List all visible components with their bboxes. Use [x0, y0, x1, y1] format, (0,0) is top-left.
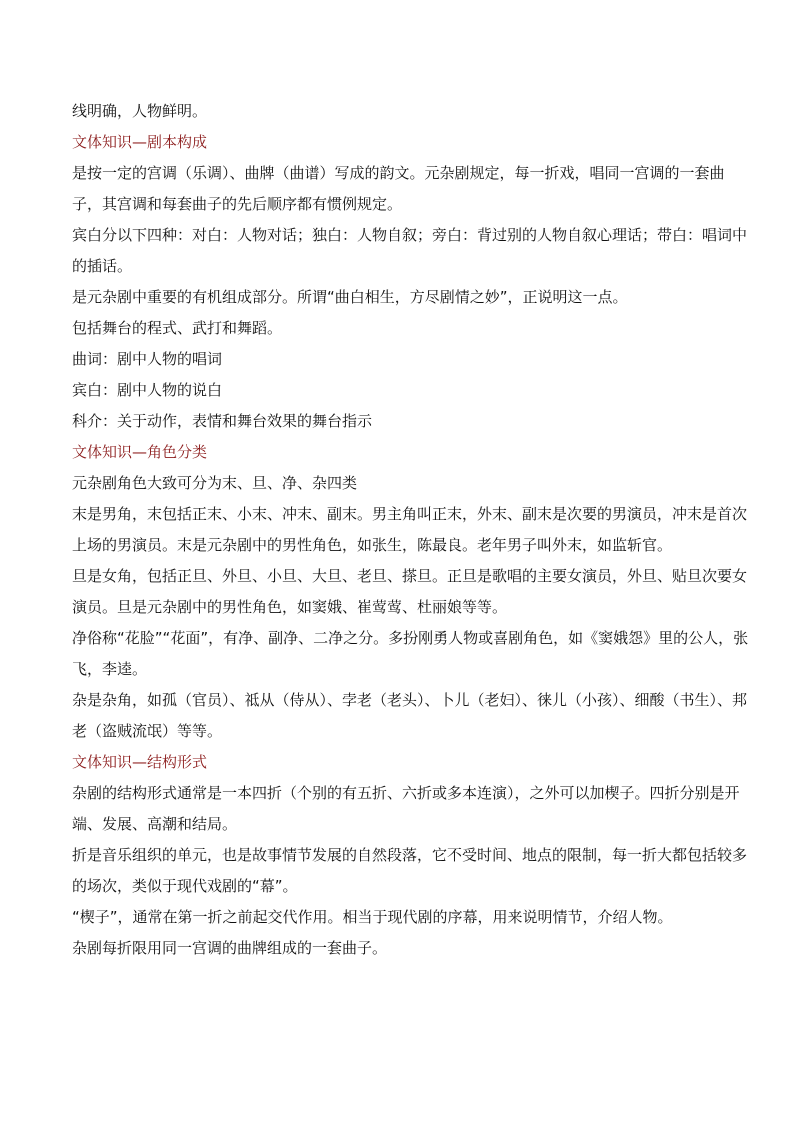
- paragraph: 元杂剧角色大致可分为末、旦、净、杂四类: [72, 474, 358, 492]
- paragraph: 科介：关于动作，表情和舞台效果的舞台指示: [72, 412, 373, 430]
- paragraph: 宾白分以下四种：对白：人物对话；独白：人物自叙；旁白：背过别的人物自叙心理话；带白：唱词中的插话。: [72, 226, 748, 275]
- paragraph: 末是男角，末包括正末、小末、冲末、副末。男主角叫正末，外末、副末是次要的男演员，冲末是首次上场的男演员。末是元杂剧中的男性角色，如张生，陈最良。老年男子叫外末，如监斩官。: [72, 505, 748, 554]
- paragraph: 折是音乐组织的单元，也是故事情节发展的自然段落，它不受时间、地点的限制，每一折大都包括较多的场次，类似于现代戏剧的“幕”。: [72, 846, 748, 895]
- paragraph: “楔子”，通常在第一折之前起交代作用。相当于现代剧的序幕，用来说明情节，介绍人物。: [72, 908, 673, 926]
- paragraph: 线明确，人物鲜明。: [72, 102, 208, 120]
- paragraph: 杂是杂角，如孤（官员）、祗从（侍从）、孛老（老头）、卜儿（老妇）、徕儿（小孩）、细酸（书生）、邦老（盗贼流氓）等等。: [72, 691, 748, 740]
- section-heading-role-classification: 文体知识—角色分类: [72, 443, 208, 461]
- paragraph: 杂剧每折限用同一宫调的曲牌组成的一套曲子。: [72, 939, 388, 957]
- document-page: [72, 96, 752, 964]
- paragraph: 是元杂剧中重要的有机组成部分。所谓“曲白相生，方尽剧情之妙”，正说明这一点。: [72, 288, 628, 306]
- paragraph: 宾白：剧中人物的说白: [72, 381, 223, 399]
- paragraph: 是按一定的宫调（乐调）、曲牌（曲谱）写成的韵文。元杂剧规定，每一折戏，唱同一宫调的一套曲子，其宫调和每套曲子的先后顺序都有惯例规定。: [72, 164, 725, 213]
- paragraph: 包括舞台的程式、武打和舞蹈。: [72, 319, 283, 337]
- paragraph: 杂剧的结构形式通常是一本四折（个别的有五折、六折或多本连演），之外可以加楔子。四折分别是开端、发展、高潮和结局。: [72, 784, 740, 833]
- section-heading-structure-form: 文体知识—结构形式: [72, 753, 208, 771]
- paragraph: 净俗称“花脸”“花面”，有净、副净、二净之分。多扮刚勇人物或喜剧角色，如《窦娥怨》里的公人，张飞，李逵。: [72, 629, 749, 678]
- paragraph: 旦是女角，包括正旦、外旦、小旦、大旦、老旦、搽旦。正旦是歌唱的主要女演员，外旦、贴旦次要女演员。旦是元杂剧中的男性角色，如窦娥、崔莺莺、杜丽娘等等。: [72, 567, 748, 616]
- section-heading-script-structure: 文体知识—剧本构成: [72, 133, 208, 151]
- paragraph: 曲词：剧中人物的唱词: [72, 350, 223, 368]
